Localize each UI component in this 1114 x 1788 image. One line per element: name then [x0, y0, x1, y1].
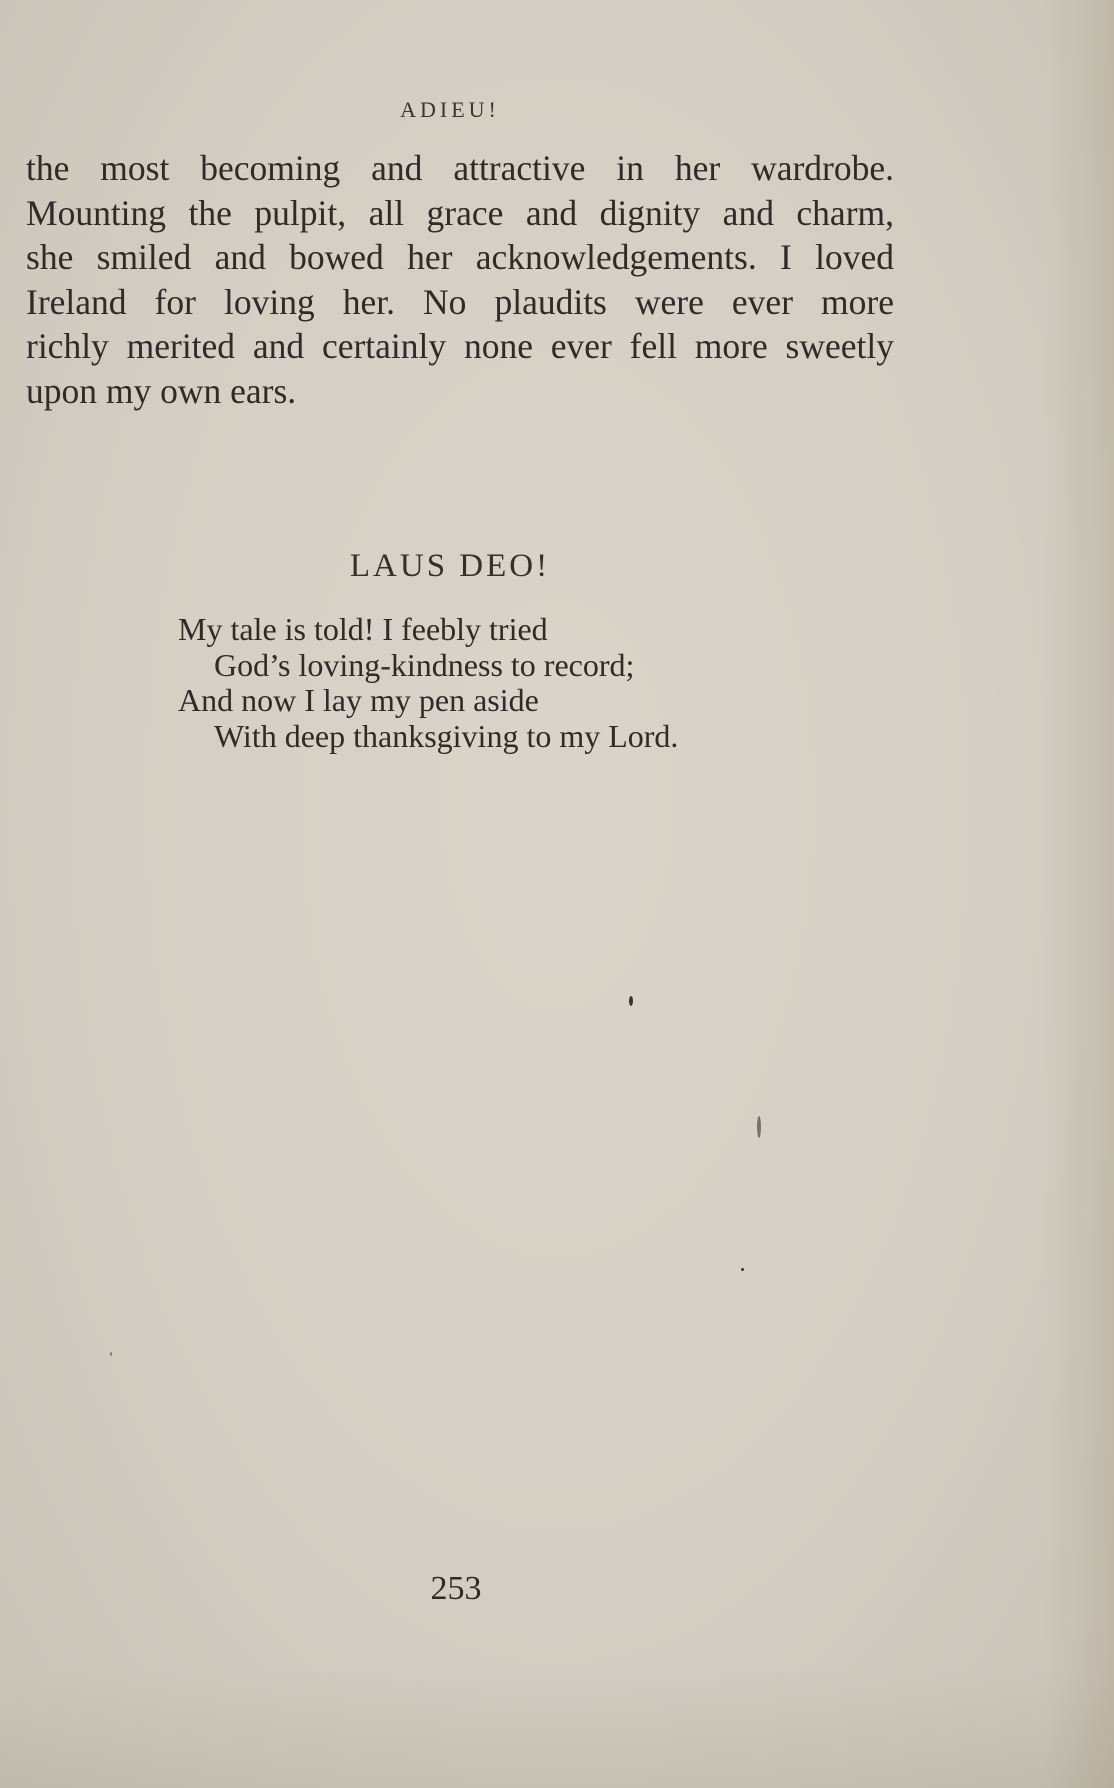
poem-line: And now I lay my pen aside — [178, 682, 539, 718]
paper-speck — [629, 996, 633, 1006]
body-line: the most becoming and attractive in her wardrobe. — [26, 148, 894, 188]
poem-line: My tale is told! I feebly tried — [178, 611, 548, 647]
poem-line: With deep thanksgiving to my Lord. — [214, 717, 679, 754]
poem-stanza — [178, 612, 858, 754]
body-line: richly merited and certainly none ever fell more sweetly — [26, 326, 894, 366]
paper-bottom-shading — [0, 1668, 1114, 1788]
paper-edge-shading — [1044, 0, 1114, 1788]
body-line: she smiled and bowed her acknowledgements. I loved — [26, 237, 894, 277]
paper-speck — [110, 1352, 112, 1356]
body-line: upon my own ears. — [26, 370, 297, 411]
body-paragraph — [26, 146, 894, 413]
running-head: ADIEU! — [400, 97, 500, 122]
page-number: 253 — [430, 1570, 482, 1607]
paper-speck — [757, 1116, 761, 1138]
paper-speck — [741, 1268, 744, 1271]
body-line: Mounting the pulpit, all grace and dignity and charm, — [26, 192, 894, 233]
body-line: Ireland for loving her. No plaudits were ever more — [26, 281, 894, 322]
poem-title: LAUS DEO! — [349, 548, 551, 584]
poem-line: God’s loving-kindness to record; — [214, 646, 635, 683]
